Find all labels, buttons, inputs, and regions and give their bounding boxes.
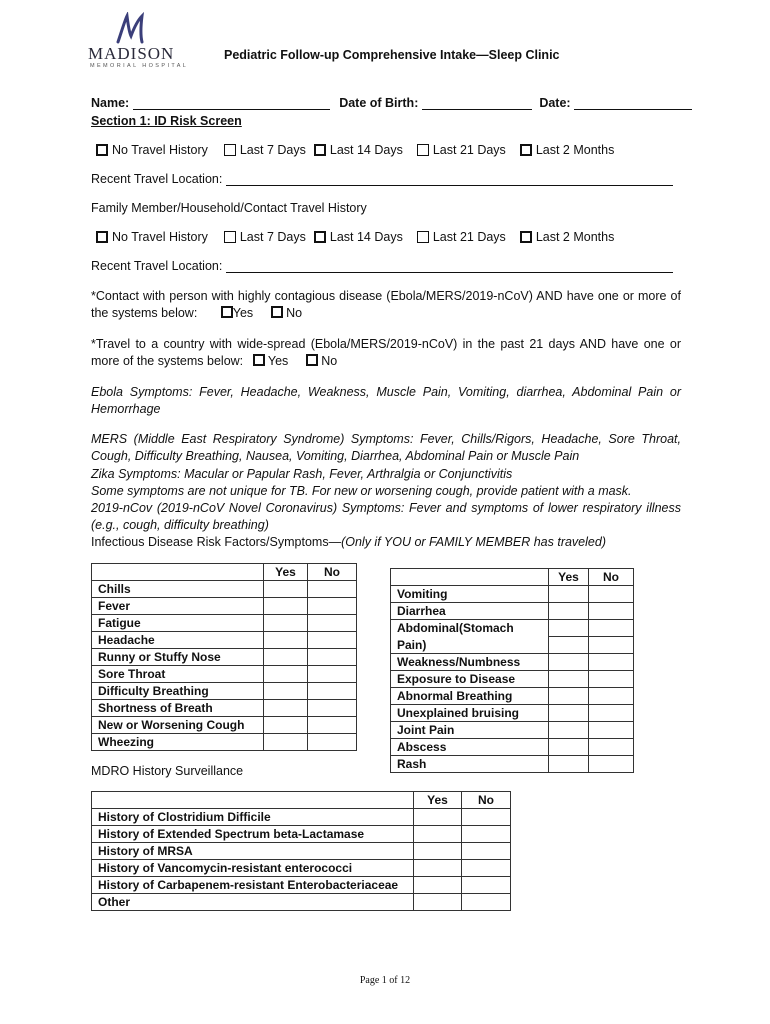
yes-cell[interactable] [549,586,589,603]
row-label: Abnormal Breathing [391,688,549,705]
table-row [92,666,357,683]
row-label: Abdominal(Stomach [391,620,549,637]
no-cell[interactable] [462,860,511,877]
yes-cell[interactable] [549,637,589,654]
symptom-table-right [390,568,634,773]
table-row [391,637,634,654]
table-row [391,739,634,756]
row-label: Joint Pain [391,722,549,739]
table-row [92,809,511,826]
no-cell[interactable] [589,705,634,722]
option-label: Last 14 Days [329,143,403,157]
checkbox[interactable] [520,231,532,243]
table-row [92,615,357,632]
row-label: Exposure to Disease [391,671,549,688]
table-row [92,734,357,751]
no-cell[interactable] [589,586,634,603]
contact-yes-checkbox[interactable] [221,306,233,318]
table-row [92,632,357,649]
yes-header: Yes [549,569,589,586]
no-cell[interactable] [308,598,357,615]
travel-option-14-days[interactable] [314,143,403,157]
row-label: Shortness of Breath [92,700,264,717]
row-label: History of MRSA [92,843,414,860]
yes-cell[interactable] [264,632,308,649]
yes-cell[interactable] [549,620,589,637]
yes-label: Yes [267,354,289,368]
logo-name: MADISON [88,44,175,63]
checkbox[interactable] [96,231,108,243]
option-label: Last 14 Days [329,230,403,244]
yes-cell[interactable] [549,671,589,688]
name-field[interactable] [133,96,330,110]
table-row [391,756,634,773]
no-cell[interactable] [308,717,357,734]
table-row [92,598,357,615]
symptom-table-left [91,563,357,751]
travel-yes-checkbox[interactable] [253,354,265,366]
contact-question [91,288,681,322]
yes-cell[interactable] [414,894,462,911]
checkbox[interactable] [96,144,108,156]
no-cell[interactable] [462,843,511,860]
tb-note: Some symptoms are not unique for TB. For new or worsening cough, provide patient with a mask. [91,484,632,498]
recent-travel-field-2[interactable] [226,259,673,273]
family-travel-options [96,230,622,244]
option-label: Last 21 Days [432,230,506,244]
row-label: Weakness/Numbness [391,654,549,671]
no-cell[interactable] [308,683,357,700]
recent-travel-field[interactable] [226,172,673,186]
no-cell[interactable] [308,581,357,598]
family-option-none[interactable] [96,230,208,244]
yes-cell[interactable] [549,756,589,773]
yes-cell[interactable] [549,705,589,722]
madison-m-logo-icon [112,12,150,46]
no-cell[interactable] [462,877,511,894]
option-label: Last 7 Days [239,230,306,244]
table-row [391,688,634,705]
checkbox[interactable] [417,144,429,156]
date-field[interactable] [574,96,692,110]
mdro-label: MDRO History Surveillance [91,764,244,778]
row-label: Wheezing [92,734,264,751]
yes-cell[interactable] [264,615,308,632]
no-header: No [308,564,357,581]
checkbox[interactable] [314,231,326,243]
table-row [391,620,634,637]
no-cell[interactable] [589,620,634,637]
no-cell[interactable] [589,654,634,671]
yes-cell[interactable] [264,581,308,598]
no-cell[interactable] [462,826,511,843]
checkbox[interactable] [224,144,236,156]
checkbox[interactable] [520,144,532,156]
ebola-symptoms: Ebola Symptoms: Fever, Headache, Weakness, Muscle Pain, Vomiting, diarrhea, Abdominal Pain or Hemorrhage [91,385,681,416]
yes-header: Yes [414,792,462,809]
row-label: Chills [92,581,264,598]
no-cell[interactable] [308,700,357,717]
row-label: Runny or Stuffy Nose [92,649,264,666]
risk-note: (Only if YOU or FAMILY MEMBER has traveled) [341,535,606,549]
family-option-21-days[interactable] [417,230,506,244]
table-row [391,722,634,739]
ncov-symptoms: 2019-nCov (2019-nCoV Novel Coronavirus) Symptoms: Fever and symptoms of lower respiratory illness (e.g., cough, difficulty breathing) [91,501,681,532]
no-cell[interactable] [308,666,357,683]
header-blank [92,792,414,809]
yes-cell[interactable] [264,700,308,717]
name-label: Name: [91,96,130,110]
row-label: History of Clostridium Difficile [92,809,414,826]
contact-no-checkbox[interactable] [271,306,283,318]
table-row [391,705,634,722]
section-1-heading: Section 1: ID Risk Screen [91,114,242,128]
option-label: No Travel History [112,230,208,244]
table-row [92,894,511,911]
travel-option-none[interactable] [96,143,208,157]
row-label: History of Extended Spectrum beta-Lactamase [92,826,414,843]
form-title: Pediatric Follow-up Comprehensive Intake—Sleep Clinic [224,48,560,62]
table-row [92,826,511,843]
yes-cell[interactable] [414,826,462,843]
yes-cell[interactable] [549,688,589,705]
yes-cell[interactable] [264,649,308,666]
header-blank [391,569,549,586]
no-cell[interactable] [462,894,511,911]
recent-travel-row [91,172,673,186]
header-blank [92,564,264,581]
table-row [92,683,357,700]
mers-symptoms: MERS (Middle East Respiratory Syndrome) Symptoms: Fever, Chills/Rigors, Headache, Sore Throat, Cough, Difficulty Breathing, Nausea, Vomiting, Diarrhea, Abdominal Pain or Muscle Pain [91,432,681,463]
yes-header: Yes [264,564,308,581]
yes-cell[interactable] [264,666,308,683]
option-label: Last 2 Months [535,230,615,244]
no-cell[interactable] [589,739,634,756]
no-label: No [286,306,303,320]
row-label: New or Worsening Cough [92,717,264,734]
travel-option-2-months[interactable] [520,143,615,157]
travel-question [91,336,681,370]
mdro-table [91,791,511,911]
yes-cell[interactable] [414,809,462,826]
no-header: No [462,792,511,809]
dob-label: Date of Birth: [339,96,419,110]
risk-factors-heading [91,535,606,549]
table-row [92,717,357,734]
no-cell[interactable] [589,688,634,705]
no-label: No [321,354,338,368]
dob-field[interactable] [422,96,532,110]
row-label: Headache [92,632,264,649]
travel-question-text: *Travel to a country with wide-spread (Ebola/MERS/2019-nCoV) in the past 21 days AND have one or more of the systems below: [91,337,681,368]
checkbox[interactable] [417,231,429,243]
yes-cell[interactable] [414,877,462,894]
recent-travel-label: Recent Travel Location: [91,172,223,186]
travel-option-7-days[interactable] [224,143,306,157]
recent-travel-row-2 [91,259,673,273]
option-label: No Travel History [112,143,208,157]
row-label: Abscess [391,739,549,756]
yes-cell[interactable] [264,734,308,751]
row-label: Fever [92,598,264,615]
no-cell[interactable] [308,734,357,751]
row-label: History of Vancomycin-resistant enterococci [92,860,414,877]
zika-symptoms: Zika Symptoms: Macular or Papular Rash, Fever, Arthralgia or Conjunctivitis [91,467,513,481]
option-label: Last 21 Days [432,143,506,157]
logo-subtitle: MEMORIAL HOSPITAL [90,63,189,69]
table-row [92,700,357,717]
row-label: Fatigue [92,615,264,632]
family-option-14-days[interactable] [314,230,403,244]
risk-label: Infectious Disease Risk Factors/Symptoms— [91,535,342,549]
table-row [391,603,634,620]
no-cell[interactable] [589,671,634,688]
yes-cell[interactable] [264,683,308,700]
table-row [92,877,511,894]
patient-info-row [91,96,692,110]
table-row [92,843,511,860]
row-label: Diarrhea [391,603,549,620]
recent-travel-label-2: Recent Travel Location: [91,259,223,273]
row-label: History of Carbapenem-resistant Enterobacteriaceae [92,877,414,894]
yes-cell[interactable] [414,860,462,877]
no-cell[interactable] [308,632,357,649]
row-label: Pain) [391,637,549,654]
row-label: Unexplained bruising [391,705,549,722]
no-cell[interactable] [589,603,634,620]
family-option-7-days[interactable] [224,230,306,244]
no-cell[interactable] [462,809,511,826]
no-cell[interactable] [589,637,634,654]
date-label: Date: [539,96,571,110]
no-cell[interactable] [308,615,357,632]
row-label: Other [92,894,414,911]
no-cell[interactable] [589,722,634,739]
yes-cell[interactable] [264,717,308,734]
family-travel-label: Family Member/Household/Contact Travel History [91,201,367,215]
travel-history-options [96,143,622,157]
yes-cell[interactable] [549,722,589,739]
row-label: Difficulty Breathing [92,683,264,700]
table-row [92,649,357,666]
table-row [391,586,634,603]
no-cell[interactable] [308,649,357,666]
no-cell[interactable] [589,756,634,773]
yes-label: Yes [232,306,254,320]
table-row [391,671,634,688]
table-row [92,581,357,598]
travel-option-21-days[interactable] [417,143,506,157]
no-header: No [589,569,634,586]
option-label: Last 2 Months [535,143,615,157]
yes-cell[interactable] [549,739,589,756]
row-label: Vomiting [391,586,549,603]
page-number: Page 1 of 12 [359,975,411,986]
yes-cell[interactable] [549,654,589,671]
checkbox[interactable] [314,144,326,156]
yes-cell[interactable] [414,843,462,860]
yes-cell[interactable] [549,603,589,620]
family-option-2-months[interactable] [520,230,615,244]
checkbox[interactable] [224,231,236,243]
contact-question-text: *Contact with person with highly contagious disease (Ebola/MERS/2019-nCoV) AND have one or more of the systems below: [91,289,681,320]
row-label: Rash [391,756,549,773]
travel-no-checkbox[interactable] [306,354,318,366]
row-label: Sore Throat [92,666,264,683]
yes-cell[interactable] [264,598,308,615]
table-row [391,654,634,671]
option-label: Last 7 Days [239,143,306,157]
table-row [92,860,511,877]
